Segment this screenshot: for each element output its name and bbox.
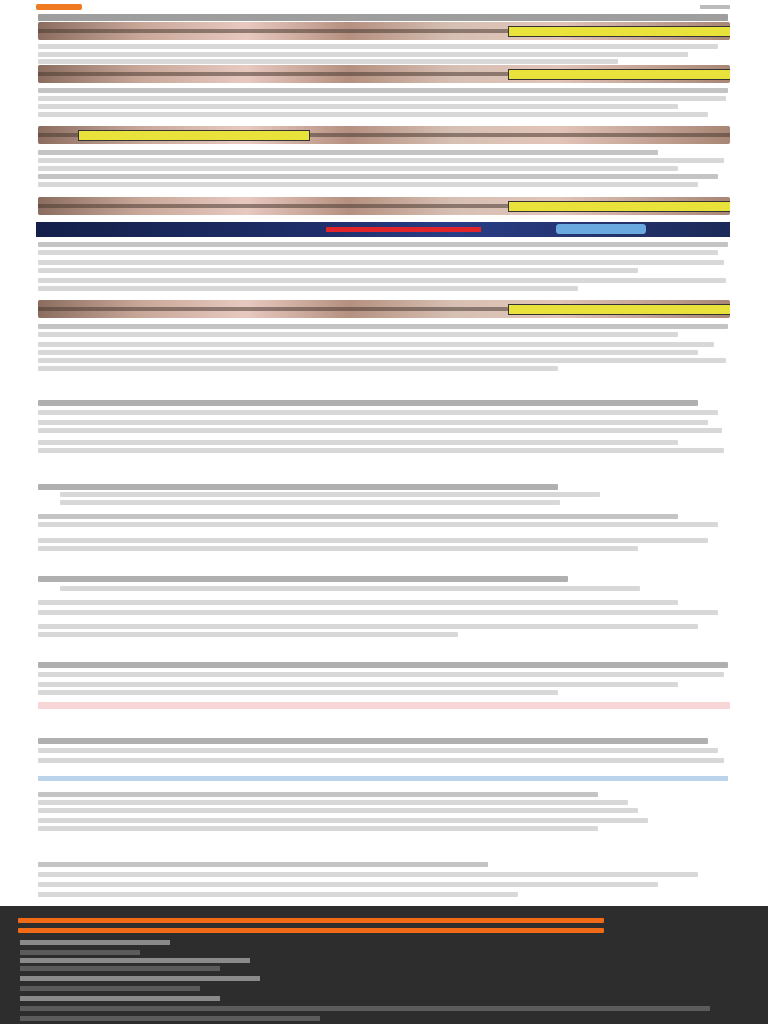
text-line bbox=[38, 882, 658, 887]
text-line bbox=[38, 268, 638, 273]
text-line bbox=[38, 800, 628, 805]
text-line bbox=[38, 808, 638, 813]
text-line bbox=[38, 158, 724, 163]
text-line bbox=[38, 182, 698, 187]
text-line bbox=[38, 682, 678, 687]
list-item bbox=[60, 492, 600, 497]
section-heading bbox=[38, 738, 708, 744]
list-item bbox=[60, 586, 640, 591]
text-line bbox=[38, 286, 578, 291]
header-menu-icon[interactable] bbox=[700, 5, 730, 9]
text-line bbox=[38, 538, 708, 543]
text-line bbox=[38, 44, 718, 49]
promo-strip[interactable] bbox=[36, 222, 730, 237]
text-line bbox=[38, 818, 648, 823]
text-line bbox=[38, 250, 718, 255]
text-line bbox=[38, 826, 598, 831]
text-line bbox=[38, 278, 726, 283]
ad-banner-4[interactable] bbox=[38, 197, 730, 215]
text-line bbox=[38, 88, 728, 93]
footer-copyright bbox=[20, 1016, 320, 1021]
text-line bbox=[38, 104, 678, 109]
text-line bbox=[38, 758, 724, 763]
text-line bbox=[38, 872, 698, 877]
section-heading bbox=[38, 400, 698, 406]
text-line bbox=[38, 342, 714, 347]
text-line bbox=[38, 522, 718, 527]
ad-banner-3[interactable] bbox=[38, 126, 730, 144]
text-line bbox=[38, 59, 618, 64]
text-line bbox=[38, 410, 718, 415]
ad-banner-5[interactable] bbox=[38, 300, 730, 318]
text-line bbox=[38, 350, 698, 355]
list-item bbox=[60, 500, 560, 505]
text-line bbox=[38, 748, 718, 753]
text-line bbox=[38, 690, 558, 695]
brand-logo[interactable] bbox=[36, 4, 82, 10]
text-line bbox=[38, 242, 728, 247]
footer-link[interactable] bbox=[20, 940, 170, 945]
promo-logo-icon bbox=[556, 224, 646, 234]
section-heading bbox=[38, 662, 728, 668]
promo-alert-bar bbox=[326, 227, 481, 232]
section-heading bbox=[38, 576, 568, 582]
text-line bbox=[38, 610, 718, 615]
text-line bbox=[38, 260, 724, 265]
text-line bbox=[38, 150, 658, 155]
notice-bar bbox=[38, 702, 730, 709]
text-line bbox=[38, 112, 708, 117]
footer-link[interactable] bbox=[20, 996, 220, 1001]
text-line bbox=[38, 624, 698, 629]
text-line bbox=[38, 96, 726, 101]
section-heading bbox=[38, 484, 558, 490]
footer-cta-button[interactable] bbox=[18, 918, 604, 923]
site-header bbox=[36, 0, 730, 14]
text-line bbox=[38, 546, 638, 551]
text-line bbox=[38, 358, 726, 363]
related-link[interactable] bbox=[38, 776, 728, 781]
footer-link[interactable] bbox=[20, 958, 250, 963]
text-line bbox=[38, 52, 688, 57]
site-footer bbox=[0, 906, 768, 1024]
text-line bbox=[38, 862, 488, 867]
text-line bbox=[38, 332, 678, 337]
text-line bbox=[38, 514, 678, 519]
text-line bbox=[38, 672, 724, 677]
text-line bbox=[38, 600, 678, 605]
text-line bbox=[38, 366, 558, 371]
text-line bbox=[38, 632, 458, 637]
text-line bbox=[38, 420, 708, 425]
footer-disclaimer bbox=[20, 1006, 710, 1011]
text-line bbox=[38, 892, 518, 897]
text-line bbox=[38, 324, 728, 329]
footer-link[interactable] bbox=[20, 986, 200, 991]
ad-banner-2[interactable] bbox=[38, 65, 730, 83]
ad-banner-1[interactable] bbox=[38, 22, 730, 40]
footer-link[interactable] bbox=[20, 966, 220, 971]
text-line bbox=[38, 792, 598, 797]
article-title bbox=[38, 14, 728, 21]
footer-cta-button[interactable] bbox=[18, 928, 604, 933]
text-line bbox=[38, 440, 678, 445]
footer-link[interactable] bbox=[20, 950, 140, 955]
footer-link[interactable] bbox=[20, 976, 260, 981]
text-line bbox=[38, 428, 722, 433]
text-line bbox=[38, 448, 724, 453]
text-line bbox=[38, 174, 718, 179]
text-line bbox=[38, 166, 678, 171]
